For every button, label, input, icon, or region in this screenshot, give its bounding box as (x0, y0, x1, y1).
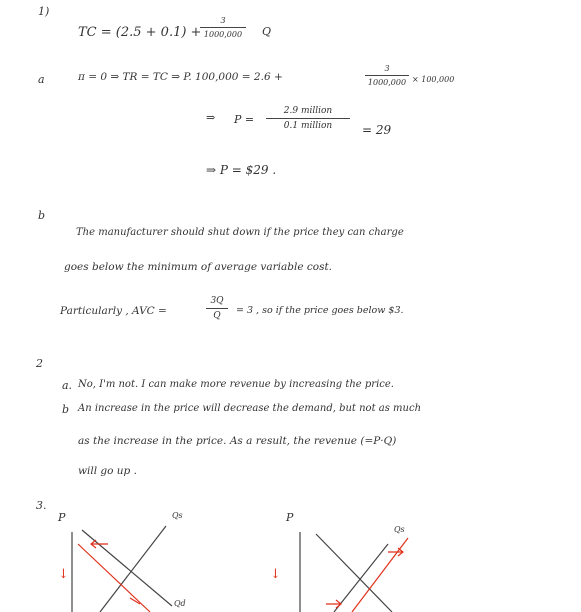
avc-line-right: = 3 , so if the price goes below $3. (236, 305, 404, 316)
graph1-shift-arrow (91, 540, 108, 548)
graph1-qd-label: Qd (174, 599, 186, 608)
graph1-supply-line (100, 526, 166, 612)
part-a-label: a (38, 73, 45, 86)
q2-b-line3: will go up . (78, 465, 137, 477)
graph1-p-label: P (58, 511, 66, 524)
q2-a-text: No, I'm not. I can make more revenue by increasing the price. (78, 379, 394, 390)
avc-fraction-denominator: Q (213, 311, 221, 321)
avc-line-left: Particularly , AVC = (60, 305, 167, 317)
tc-fraction-denominator: 1000,000 (203, 30, 243, 39)
q2-b-line2: as the increase in the price. As a result, the revenue (=P·Q) (78, 435, 397, 447)
part-b-label: b (38, 209, 46, 222)
graph1-qs-label: Qs (172, 511, 183, 520)
graph2-demand-line (316, 534, 392, 612)
question-2-number: 2 (36, 357, 43, 370)
price-result: = 29 (362, 123, 392, 137)
q2-a-label: a. (62, 379, 73, 392)
price-fraction-numerator: 2.9 million (283, 106, 333, 116)
tc-equation-left: TC = (2.5 + 0.1) + (78, 25, 202, 40)
question-1-number: 1) (38, 5, 50, 18)
part-a-fraction-numerator: 3 (384, 64, 390, 73)
part-a-line1: π = 0 ⇒ TR = TC ⇒ P. 100,000 = 2.6 + (78, 71, 283, 83)
graph2-p-label: P (286, 511, 294, 524)
price-equation-left: P = (234, 113, 255, 126)
question-3-number: 3. (36, 499, 47, 512)
final-price: ⇒ P = $29 . (206, 163, 277, 177)
price-fraction-denominator: 0.1 million (283, 121, 333, 131)
q2-b-line1: An increase in the price will decrease the demand, but not as much (78, 403, 422, 414)
graph2-down-arrow: ↓ (270, 567, 281, 582)
graph1-demand-line (82, 530, 172, 606)
graph2-supply-line (334, 544, 388, 612)
avc-fraction-numerator: 3Q (210, 296, 224, 306)
part-b-line1: The manufacturer should shut down if the price they can charge (76, 227, 404, 238)
part-a-fraction-denominator: 1000,000 (367, 78, 407, 87)
tc-equation-q: Q (262, 25, 272, 38)
graph2-qs-label: Qs (394, 525, 405, 534)
q2-b-label: b (62, 403, 70, 416)
implies-arrow: ⇒ (206, 111, 216, 124)
tc-fraction-numerator: 3 (220, 16, 226, 25)
graph1-down-arrow: ↓ (58, 567, 69, 582)
part-b-line2: goes below the minimum of average variable cost. (64, 261, 333, 273)
part-a-line1-right: × 100,000 (412, 75, 455, 84)
